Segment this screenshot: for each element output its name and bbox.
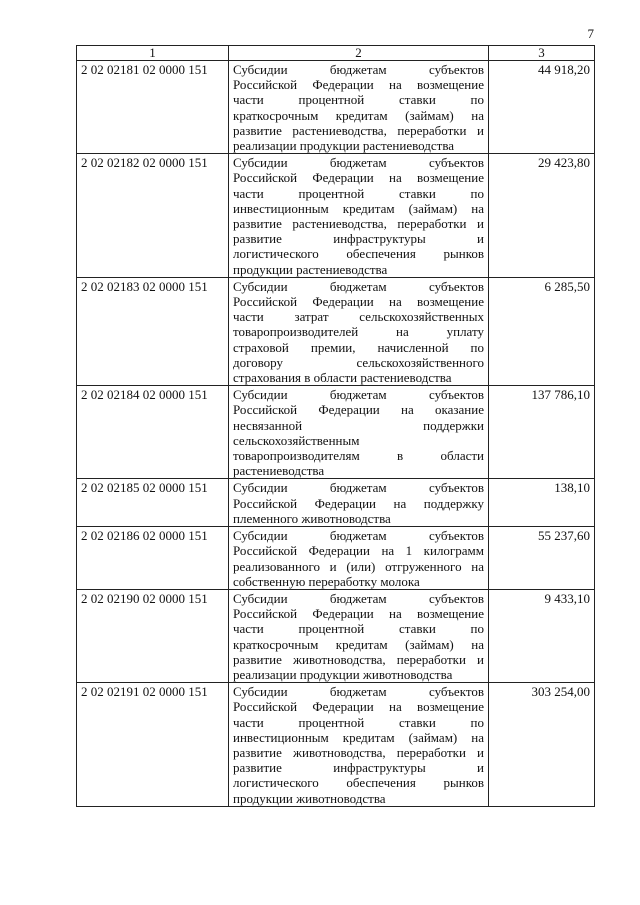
description-cell xyxy=(229,386,489,479)
description-line: товаропроизводителей на уплату xyxy=(233,324,484,340)
table-row xyxy=(77,386,595,479)
description-line: краткосрочным кредитам (займам) на xyxy=(233,107,484,123)
description-line: Российской Федерации на возмещение xyxy=(233,699,484,715)
description-line: Субсидии бюджетам субъектов xyxy=(233,62,484,77)
table-row xyxy=(77,61,595,154)
description-line: реализованного и (или) отгруженного на xyxy=(233,558,484,574)
description-line: Российской Федерации на 1 килограмм xyxy=(233,543,484,559)
description-line: Субсидии бюджетам субъектов xyxy=(233,480,484,496)
description-line: несвязанной поддержки xyxy=(233,417,484,433)
amount-cell: 44 918,20 xyxy=(489,61,595,154)
amount-cell: 303 254,00 xyxy=(489,683,595,807)
budget-code-cell: 2 02 02182 02 0000 151 xyxy=(77,154,229,278)
amount-cell: 137 786,10 xyxy=(489,386,595,479)
description-line: части затрат сельскохозяйственных xyxy=(233,309,484,325)
description-line: Субсидии бюджетам субъектов xyxy=(233,155,484,171)
budget-code-cell: 2 02 02183 02 0000 151 xyxy=(77,277,229,385)
column-header-amount: 3 xyxy=(489,46,595,61)
description-cell xyxy=(229,61,489,154)
description-line: инвестиционным кредитам (займам) на xyxy=(233,200,484,216)
table-row xyxy=(77,589,595,682)
description-line: Российской Федерации на возмещение xyxy=(233,606,484,622)
description-line: реализации продукции растениеводства xyxy=(233,138,455,154)
description-line: Российской Федерации на оказание xyxy=(233,402,484,418)
table-row xyxy=(77,683,595,807)
description-cell xyxy=(229,527,489,590)
description-line: собственную переработку молока xyxy=(233,573,420,589)
description-line: страховой премии, начисленной по xyxy=(233,339,484,355)
amount-cell: 138,10 xyxy=(489,479,595,527)
description-line: логистического обеспечения рынков xyxy=(233,246,484,262)
description-line: развитие животноводства, переработки и xyxy=(233,651,484,667)
description-line: договору сельскохозяйственного xyxy=(233,354,484,370)
table-row xyxy=(77,154,595,278)
description-line: Субсидии бюджетам субъектов xyxy=(233,684,484,700)
description-line: товаропроизводителям в области xyxy=(233,448,484,464)
table-row xyxy=(77,479,595,527)
description-line: краткосрочным кредитам (займам) на xyxy=(233,636,484,652)
budget-code-cell: 2 02 02181 02 0000 151 xyxy=(77,61,229,154)
description-line: части процентной ставки по xyxy=(233,714,484,730)
budget-revenue-table xyxy=(76,45,595,807)
table-row xyxy=(77,277,595,385)
description-cell xyxy=(229,589,489,682)
description-line: сельскохозяйственным xyxy=(233,432,360,448)
budget-code-cell: 2 02 02190 02 0000 151 xyxy=(77,589,229,682)
description-line: развитие растениеводства, переработки и xyxy=(233,122,484,138)
description-line: развитие инфраструктуры и xyxy=(233,760,484,776)
description-line: инвестиционным кредитам (займам) на xyxy=(233,729,484,745)
description-line: развитие животноводства, переработки и xyxy=(233,744,484,760)
description-line: части процентной ставки по xyxy=(233,92,484,108)
amount-cell: 55 237,60 xyxy=(489,527,595,590)
description-cell xyxy=(229,683,489,807)
budget-code-cell: 2 02 02186 02 0000 151 xyxy=(77,527,229,590)
description-line: Российской Федерации на поддержку xyxy=(233,495,484,511)
description-cell xyxy=(229,277,489,385)
description-line: Российской Федерации на возмещение xyxy=(233,170,484,186)
description-cell xyxy=(229,154,489,278)
description-line: продукции растениеводства xyxy=(233,261,388,277)
amount-cell: 9 433,10 xyxy=(489,589,595,682)
description-line: логистического обеспечения рынков xyxy=(233,775,484,791)
description-line: Субсидии бюджетам субъектов xyxy=(233,278,484,294)
description-line: Субсидии бюджетам субъектов xyxy=(233,590,484,606)
budget-code-cell: 2 02 02191 02 0000 151 xyxy=(77,683,229,807)
budget-code-cell: 2 02 02185 02 0000 151 xyxy=(77,479,229,527)
amount-cell: 6 285,50 xyxy=(489,277,595,385)
description-line: реализации продукции животноводства xyxy=(233,666,453,682)
budget-code-cell: 2 02 02184 02 0000 151 xyxy=(77,386,229,479)
description-line: продукции животноводства xyxy=(233,790,386,806)
description-line: развитие растениеводства, переработки и xyxy=(233,216,484,232)
description-cell xyxy=(229,479,489,527)
description-line: растениеводства xyxy=(233,463,325,479)
description-line: Субсидии бюджетам субъектов xyxy=(233,387,484,403)
page-number: 7 xyxy=(587,26,594,41)
table-row xyxy=(77,527,595,590)
amount-cell: 29 423,80 xyxy=(489,154,595,278)
description-line: страхования в области растениеводства xyxy=(233,370,452,386)
description-line: развитие инфраструктуры и xyxy=(233,231,484,247)
description-line: племенного животноводства xyxy=(233,510,391,526)
description-line: Российской Федерации на возмещение xyxy=(233,77,484,93)
column-header-code: 1 xyxy=(77,46,229,61)
description-line: Субсидии бюджетам субъектов xyxy=(233,528,484,544)
table-body xyxy=(77,61,595,807)
description-line: части процентной ставки по xyxy=(233,621,484,637)
column-header-description: 2 xyxy=(229,46,489,61)
description-line: части процентной ставки по xyxy=(233,185,484,201)
description-line: Российской Федерации на возмещение xyxy=(233,294,484,310)
table-header-row xyxy=(77,46,595,61)
